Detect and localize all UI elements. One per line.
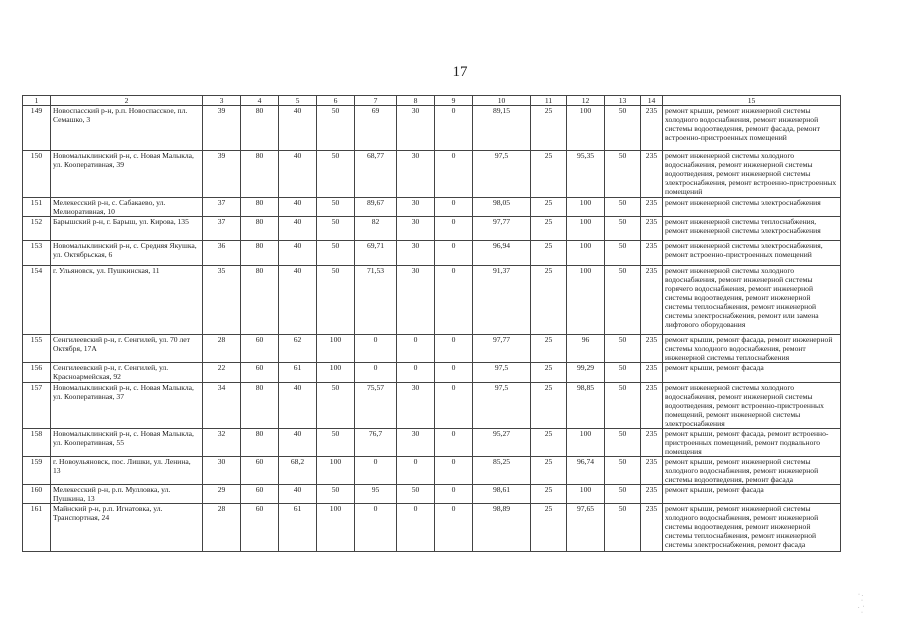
value-cell: 50 (317, 266, 355, 335)
value-cell: 80 (241, 151, 279, 198)
value-cell: 0 (435, 217, 473, 241)
row-number-cell: 154 (23, 266, 51, 335)
work-types-cell: ремонт инженерной системы электроснабжения, ремонт встроенно-пристроенных помещений (663, 241, 841, 266)
table-row (23, 504, 841, 552)
address-cell: Новомалыклинский р-н, с. Средняя Якушка, ул. Октябрьская, 6 (51, 241, 203, 266)
column-header-1: 1 (23, 96, 51, 106)
value-cell: 40 (279, 198, 317, 217)
work-types-cell: ремонт инженерной системы электроснабжения (663, 198, 841, 217)
value-cell: 0 (435, 241, 473, 266)
value-cell: 30 (397, 198, 435, 217)
column-header-10: 10 (473, 96, 531, 106)
row-number-cell: 153 (23, 241, 51, 266)
row-number-cell: 150 (23, 151, 51, 198)
table-row (23, 106, 841, 151)
value-cell: 69 (355, 106, 397, 151)
table-row (23, 457, 841, 485)
value-cell: 0 (435, 504, 473, 552)
value-cell: 50 (317, 383, 355, 429)
value-cell: 40 (279, 106, 317, 151)
value-cell: 68,77 (355, 151, 397, 198)
value-cell: 50 (605, 335, 641, 363)
value-cell: 37 (203, 198, 241, 217)
column-header-6: 6 (317, 96, 355, 106)
value-cell: 235 (641, 266, 663, 335)
value-cell: 100 (567, 266, 605, 335)
value-cell: 100 (567, 485, 605, 504)
row-number-cell: 161 (23, 504, 51, 552)
value-cell: 98,61 (473, 485, 531, 504)
value-cell: 60 (241, 504, 279, 552)
value-cell: 235 (641, 217, 663, 241)
work-types-cell: ремонт крыши, ремонт фасада, ремонт инженерной системы холодного водоснабжения, ремонт инженерной системы теплоснабжения (663, 335, 841, 363)
value-cell: 0 (397, 363, 435, 383)
value-cell: 96 (567, 335, 605, 363)
value-cell: 25 (531, 485, 567, 504)
row-number-cell: 156 (23, 363, 51, 383)
work-types-cell: ремонт крыши, ремонт фасада (663, 485, 841, 504)
address-cell: Новомалыклинский р-н, с. Новая Малыкла, ул. Кооперативная, 37 (51, 383, 203, 429)
value-cell: 98,89 (473, 504, 531, 552)
value-cell: 100 (567, 241, 605, 266)
column-header-15: 15 (663, 96, 841, 106)
value-cell: 35 (203, 266, 241, 335)
value-cell: 40 (279, 151, 317, 198)
value-cell: 28 (203, 335, 241, 363)
table-row (23, 151, 841, 198)
value-cell: 29 (203, 485, 241, 504)
value-cell: 97,5 (473, 363, 531, 383)
value-cell: 30 (397, 217, 435, 241)
value-cell: 25 (531, 429, 567, 457)
row-number-cell: 159 (23, 457, 51, 485)
value-cell: 25 (531, 383, 567, 429)
value-cell: 100 (567, 217, 605, 241)
value-cell: 91,37 (473, 266, 531, 335)
page-number: 17 (452, 64, 468, 80)
value-cell: 0 (435, 457, 473, 485)
value-cell: 235 (641, 485, 663, 504)
table-row (23, 266, 841, 335)
value-cell: 39 (203, 106, 241, 151)
table-row (23, 485, 841, 504)
value-cell: 25 (531, 151, 567, 198)
column-header-12: 12 (567, 96, 605, 106)
value-cell: 96,94 (473, 241, 531, 266)
row-number-cell: 157 (23, 383, 51, 429)
address-cell: Новомалыклинский р-н, с. Новая Малыкла, ул. Кооперативная, 55 (51, 429, 203, 457)
value-cell: 97,65 (567, 504, 605, 552)
value-cell: 0 (435, 266, 473, 335)
row-number-cell: 152 (23, 217, 51, 241)
value-cell: 0 (355, 335, 397, 363)
value-cell: 80 (241, 241, 279, 266)
value-cell: 60 (241, 363, 279, 383)
work-types-cell: ремонт инженерной системы холодного водоснабжения, ремонт инженерной системы водоотведения, ремонт инженерной системы электроснабжения, ремонт встроенно-пристроенных помещений (663, 151, 841, 198)
value-cell: 50 (317, 198, 355, 217)
value-cell: 235 (641, 363, 663, 383)
value-cell: 50 (317, 485, 355, 504)
value-cell: 235 (641, 335, 663, 363)
column-header-11: 11 (531, 96, 567, 106)
table-row (23, 198, 841, 217)
row-number-cell: 158 (23, 429, 51, 457)
value-cell: 50 (605, 151, 641, 198)
value-cell: 100 (317, 504, 355, 552)
column-header-4: 4 (241, 96, 279, 106)
value-cell: 85,25 (473, 457, 531, 485)
value-cell: 61 (279, 504, 317, 552)
value-cell: 25 (531, 363, 567, 383)
value-cell: 25 (531, 217, 567, 241)
work-types-cell: ремонт крыши, ремонт инженерной системы холодного водоснабжения, ремонт инженерной системы водоотведения, ремонт фасада, ремонт встроенно-пристроенных помещений (663, 106, 841, 151)
table-row (23, 383, 841, 429)
column-header-13: 13 (605, 96, 641, 106)
value-cell: 80 (241, 429, 279, 457)
value-cell: 80 (241, 266, 279, 335)
header-row (23, 96, 841, 106)
value-cell: 40 (279, 241, 317, 266)
value-cell: 61 (279, 363, 317, 383)
value-cell: 40 (279, 266, 317, 335)
value-cell: 50 (317, 151, 355, 198)
table-row (23, 363, 841, 383)
value-cell: 40 (279, 217, 317, 241)
address-cell: Новоспасский р-н, р.п. Новоспасское, пл. Семашко, 3 (51, 106, 203, 151)
column-header-7: 7 (355, 96, 397, 106)
work-types-cell: ремонт крыши, ремонт инженерной системы холодного водоснабжения, ремонт инженерной системы водоотведения, ремонт фасада (663, 457, 841, 485)
value-cell: 32 (203, 429, 241, 457)
work-types-cell: ремонт инженерной системы теплоснабжения, ремонт инженерной системы электроснабжения (663, 217, 841, 241)
value-cell: 50 (605, 485, 641, 504)
address-cell: Барышский р-н, г. Барыш, ул. Кирова, 135 (51, 217, 203, 241)
value-cell: 50 (605, 363, 641, 383)
value-cell: 25 (531, 504, 567, 552)
value-cell: 97,77 (473, 217, 531, 241)
row-number-cell: 155 (23, 335, 51, 363)
value-cell: 96,74 (567, 457, 605, 485)
value-cell: 0 (435, 383, 473, 429)
value-cell: 97,5 (473, 151, 531, 198)
value-cell: 50 (317, 429, 355, 457)
value-cell: 28 (203, 504, 241, 552)
value-cell: 235 (641, 198, 663, 217)
value-cell: 50 (605, 217, 641, 241)
value-cell: 37 (203, 217, 241, 241)
value-cell: 25 (531, 106, 567, 151)
value-cell: 0 (355, 457, 397, 485)
address-cell: Сенгилеевский р-н, г. Сенгилей, ул. 70 лет Октября, 17А (51, 335, 203, 363)
value-cell: 50 (317, 217, 355, 241)
value-cell: 50 (317, 106, 355, 151)
value-cell: 235 (641, 429, 663, 457)
row-number-cell: 151 (23, 198, 51, 217)
value-cell: 100 (317, 363, 355, 383)
value-cell: 30 (397, 383, 435, 429)
value-cell: 235 (641, 383, 663, 429)
value-cell: 25 (531, 457, 567, 485)
value-cell: 40 (279, 429, 317, 457)
value-cell: 100 (567, 106, 605, 151)
value-cell: 25 (531, 241, 567, 266)
value-cell: 50 (605, 383, 641, 429)
column-header-3: 3 (203, 96, 241, 106)
value-cell: 34 (203, 383, 241, 429)
value-cell: 99,29 (567, 363, 605, 383)
value-cell: 0 (397, 504, 435, 552)
value-cell: 95,35 (567, 151, 605, 198)
value-cell: 50 (605, 266, 641, 335)
work-types-cell: ремонт крыши, ремонт фасада, ремонт встроенно-пристроенных помещений, ремонт подвального помещения (663, 429, 841, 457)
value-cell: 0 (397, 335, 435, 363)
value-cell: 50 (605, 457, 641, 485)
address-cell: Сенгилеевский р-н, г. Сенгилей, ул. Красноармейская, 92 (51, 363, 203, 383)
value-cell: 80 (241, 106, 279, 151)
value-cell: 30 (397, 241, 435, 266)
address-cell: Мелекесский р-н, р.п. Мулловка, ул. Пушкина, 13 (51, 485, 203, 504)
column-header-2: 2 (51, 96, 203, 106)
value-cell: 69,71 (355, 241, 397, 266)
address-cell: г. Ульяновск, ул. Пушкинская, 11 (51, 266, 203, 335)
value-cell: 30 (397, 106, 435, 151)
value-cell: 80 (241, 198, 279, 217)
value-cell: 97,5 (473, 383, 531, 429)
value-cell: 235 (641, 106, 663, 151)
value-cell: 89,67 (355, 198, 397, 217)
value-cell: 235 (641, 457, 663, 485)
address-cell: Майнский р-н, р.п. Игнатовка, ул. Транспортная, 24 (51, 504, 203, 552)
value-cell: 80 (241, 217, 279, 241)
value-cell: 98,05 (473, 198, 531, 217)
value-cell: 25 (531, 266, 567, 335)
value-cell: 30 (397, 266, 435, 335)
value-cell: 30 (397, 151, 435, 198)
value-cell: 235 (641, 504, 663, 552)
value-cell: 0 (435, 485, 473, 504)
value-cell: 0 (435, 335, 473, 363)
value-cell: 82 (355, 217, 397, 241)
table-row (23, 217, 841, 241)
registry-table (22, 95, 841, 552)
work-types-cell: ремонт инженерной системы холодного водоснабжения, ремонт инженерной системы горячего водоснабжения, ремонт инженерной системы водоотведения, ремонт инженерной системы теплоснабжения, ремонт инженерной системы электроснабжения, ремонт или замена лифтового оборудования (663, 266, 841, 335)
value-cell: 60 (241, 457, 279, 485)
value-cell: 0 (435, 363, 473, 383)
value-cell: 68,2 (279, 457, 317, 485)
table-body (23, 106, 841, 552)
column-header-5: 5 (279, 96, 317, 106)
value-cell: 30 (203, 457, 241, 485)
value-cell: 0 (435, 106, 473, 151)
value-cell: 98,85 (567, 383, 605, 429)
value-cell: 0 (397, 457, 435, 485)
column-header-8: 8 (397, 96, 435, 106)
value-cell: 100 (567, 429, 605, 457)
value-cell: 40 (279, 383, 317, 429)
value-cell: 0 (355, 504, 397, 552)
value-cell: 0 (435, 429, 473, 457)
scan-mark: · . · . · · (858, 592, 865, 616)
value-cell: 0 (435, 151, 473, 198)
address-cell: Новомалыклинский р-н, с. Новая Малыкла, ул. Кооперативная, 39 (51, 151, 203, 198)
value-cell: 95,27 (473, 429, 531, 457)
value-cell: 50 (605, 504, 641, 552)
value-cell: 71,53 (355, 266, 397, 335)
work-types-cell: ремонт инженерной системы холодного водоснабжения, ремонт инженерной системы водоотведения, ремонт встроенно-пристроенных помещений, ремонт инженерной системы электроснабжения (663, 383, 841, 429)
value-cell: 50 (605, 106, 641, 151)
value-cell: 50 (605, 429, 641, 457)
value-cell: 25 (531, 198, 567, 217)
value-cell: 100 (317, 457, 355, 485)
value-cell: 235 (641, 151, 663, 198)
value-cell: 75,57 (355, 383, 397, 429)
column-header-14: 14 (641, 96, 663, 106)
value-cell: 80 (241, 383, 279, 429)
address-cell: г. Новоульяновск, пос. Лишки, ул. Ленина, 13 (51, 457, 203, 485)
value-cell: 100 (317, 335, 355, 363)
value-cell: 62 (279, 335, 317, 363)
value-cell: 40 (279, 485, 317, 504)
value-cell: 95 (355, 485, 397, 504)
value-cell: 50 (605, 198, 641, 217)
value-cell: 25 (531, 335, 567, 363)
value-cell: 30 (397, 429, 435, 457)
row-number-cell: 149 (23, 106, 51, 151)
value-cell: 50 (605, 241, 641, 266)
value-cell: 60 (241, 335, 279, 363)
work-types-cell: ремонт крыши, ремонт фасада (663, 363, 841, 383)
value-cell: 100 (567, 198, 605, 217)
value-cell: 22 (203, 363, 241, 383)
value-cell: 76,7 (355, 429, 397, 457)
value-cell: 36 (203, 241, 241, 266)
value-cell: 50 (317, 241, 355, 266)
value-cell: 0 (435, 198, 473, 217)
column-header-9: 9 (435, 96, 473, 106)
value-cell: 60 (241, 485, 279, 504)
value-cell: 39 (203, 151, 241, 198)
value-cell: 0 (355, 363, 397, 383)
row-number-cell: 160 (23, 485, 51, 504)
table-row (23, 335, 841, 363)
table-row (23, 241, 841, 266)
value-cell: 50 (397, 485, 435, 504)
address-cell: Мелекесский р-н, с. Сабакаево, ул. Мелиоративная, 10 (51, 198, 203, 217)
table-row (23, 429, 841, 457)
work-types-cell: ремонт крыши, ремонт инженерной системы холодного водоснабжения, ремонт инженерной системы водоотведения, ремонт инженерной системы теплоснабжения, ремонт инженерной системы электроснабжения, ремонт фасада (663, 504, 841, 552)
value-cell: 235 (641, 241, 663, 266)
value-cell: 89,15 (473, 106, 531, 151)
value-cell: 97,77 (473, 335, 531, 363)
